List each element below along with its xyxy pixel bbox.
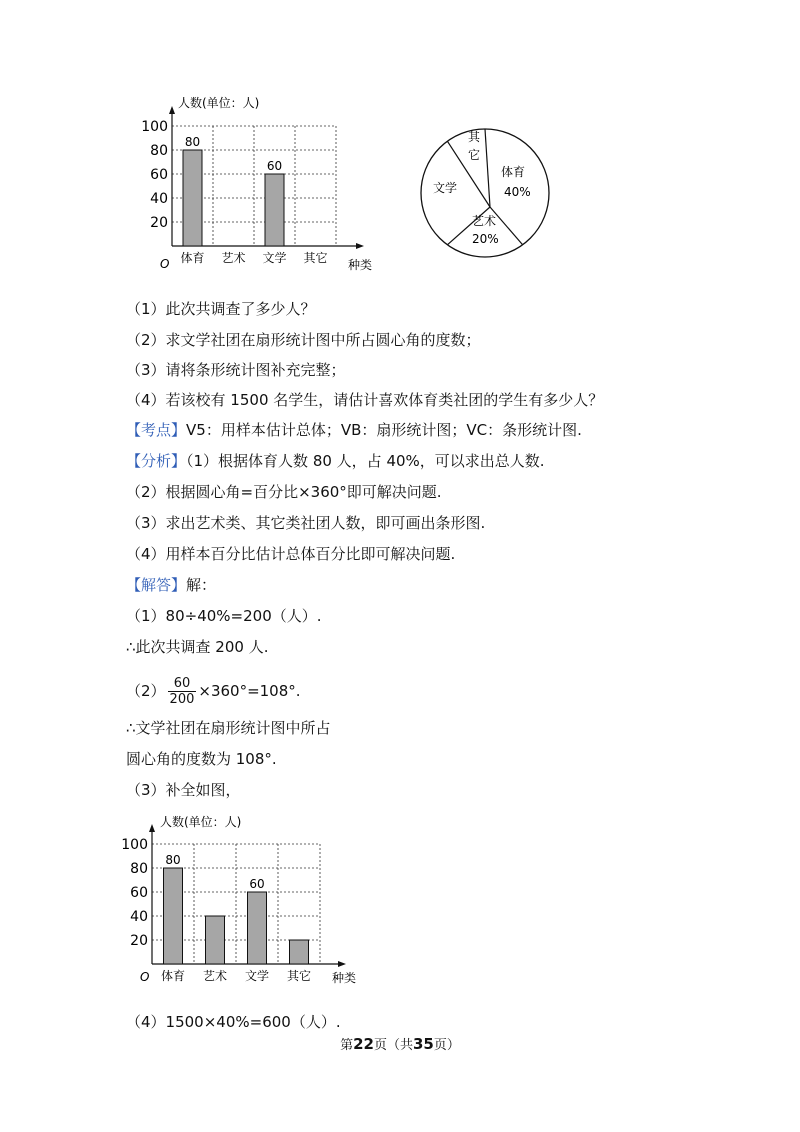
question-1: （1）此次共调查了多少人？	[126, 300, 316, 318]
bar-value-label: 80	[184, 135, 201, 149]
pie-divider	[485, 129, 490, 207]
bar-value-label: 80	[165, 853, 181, 867]
y-tick-label: 80	[130, 861, 148, 877]
bottom-bar-chart	[120, 806, 380, 990]
pie-label-yishu: 艺术	[472, 214, 497, 228]
footer-page-number: 22	[353, 1035, 374, 1053]
y-axis-arrow-icon	[149, 824, 155, 832]
kaodian-line	[126, 420, 582, 440]
category-label: 艺术	[202, 969, 228, 983]
fenxi-line-2: （2）根据圆心角=百分比×360°即可解决问题.	[126, 483, 442, 501]
pie-label-wenxue: 文学	[433, 181, 458, 195]
footer-pre: 第	[340, 1038, 354, 1053]
category-labels	[161, 968, 311, 983]
answer-2-conclusion-1: ∴文学社团在扇形统计图中所占	[126, 719, 331, 737]
pie-percent-yishu: 20%	[472, 232, 499, 246]
pie-percent-tiyu: 40%	[504, 185, 531, 199]
fraction-numerator: 60	[168, 676, 197, 692]
fenxi-line-1	[126, 451, 545, 471]
y-axis-label: 人数(单位：人)	[178, 96, 260, 110]
answer-4: （4）1500×40%=600（人）.	[126, 1013, 341, 1031]
fenxi-tag: 【分析】	[126, 452, 187, 470]
y-tick-labels	[141, 119, 168, 231]
origin-label: O	[160, 257, 170, 271]
question-3: （3）请将条形统计图补充完整；	[126, 361, 346, 379]
answer-1-conclusion: ∴此次共调查 200 人.	[126, 638, 269, 656]
footer-mid: 页（共	[373, 1038, 413, 1053]
category-label: 其它	[303, 251, 328, 265]
page-footer	[0, 1034, 800, 1053]
jieda-line	[126, 575, 216, 595]
bar	[290, 940, 309, 964]
bar-value-label: 60	[266, 159, 283, 173]
y-tick-labels	[121, 837, 148, 949]
pie-label-qita-1: 其	[468, 130, 481, 144]
y-tick-label: 100	[121, 837, 148, 853]
x-axis-label: 种类	[348, 258, 373, 272]
category-label: 体育	[180, 251, 205, 265]
fenxi-line-4: （4）用样本百分比估计总体百分比即可解决问题.	[126, 545, 456, 563]
bars	[183, 135, 284, 246]
answer-3: （3）补全如图，	[126, 781, 241, 799]
answer-2-suffix: ×360°=108°.	[198, 682, 301, 700]
x-axis-arrow-icon	[338, 961, 346, 967]
y-tick-label: 80	[150, 143, 168, 159]
y-tick-label: 20	[150, 215, 168, 231]
category-labels	[180, 250, 327, 265]
y-tick-label: 60	[130, 885, 148, 901]
bar	[206, 916, 225, 964]
answer-2	[126, 674, 301, 708]
origin-label: O	[140, 970, 150, 984]
bar-value-label: 60	[249, 877, 265, 891]
y-tick-label: 40	[150, 191, 168, 207]
fenxi-text-1: （1）根据体育人数 80 人，占 40%，可以求出总人数.	[186, 452, 545, 470]
category-label: 体育	[160, 969, 186, 983]
top-bar-chart	[130, 88, 390, 278]
category-label: 文学	[262, 251, 287, 265]
answer-2-conclusion-2: 圆心角的度数为 108°.	[126, 750, 277, 768]
bar	[248, 892, 267, 964]
kaodian-tag: 【考点】	[126, 421, 187, 439]
category-label: 艺术	[221, 251, 246, 265]
x-axis-label: 种类	[332, 971, 357, 985]
kaodian-text: V5：用样本估计总体；VB：扇形统计图；VC：条形统计图.	[186, 421, 582, 439]
x-axis-arrow-icon	[356, 243, 364, 249]
category-label: 其它	[286, 969, 312, 983]
jieda-intro: 解：	[186, 576, 217, 594]
y-tick-label: 40	[130, 909, 148, 925]
bar	[265, 174, 284, 246]
answer-2-prefix: （2）	[126, 682, 166, 700]
y-tick-label: 60	[150, 167, 168, 183]
y-axis-arrow-icon	[169, 106, 175, 114]
y-tick-label: 100	[141, 119, 168, 135]
jieda-tag: 【解答】	[126, 576, 187, 594]
pie-label-qita-2: 它	[468, 148, 481, 162]
pie-label-tiyu: 体育	[501, 165, 526, 179]
y-axis-label: 人数(单位：人)	[160, 815, 242, 829]
footer-total-pages: 35	[413, 1035, 434, 1053]
question-2: （2）求文学社团在扇形统计图中所占圆心角的度数；	[126, 331, 481, 349]
fraction-denominator: 200	[169, 692, 195, 707]
category-label: 文学	[244, 969, 270, 983]
fenxi-line-3: （3）求出艺术类、其它类社团人数，即可画出条形图.	[126, 514, 486, 532]
answer-1: （1）80÷40%=200（人）.	[126, 607, 322, 625]
footer-post: 页）	[433, 1038, 460, 1053]
question-4: （4）若该校有 1500 名学生，请估计喜欢体育类社团的学生有多少人？	[126, 391, 604, 409]
pie-chart	[410, 118, 560, 268]
fraction	[168, 676, 197, 707]
bar	[164, 868, 183, 964]
bar	[183, 150, 202, 246]
y-tick-label: 20	[130, 933, 148, 949]
